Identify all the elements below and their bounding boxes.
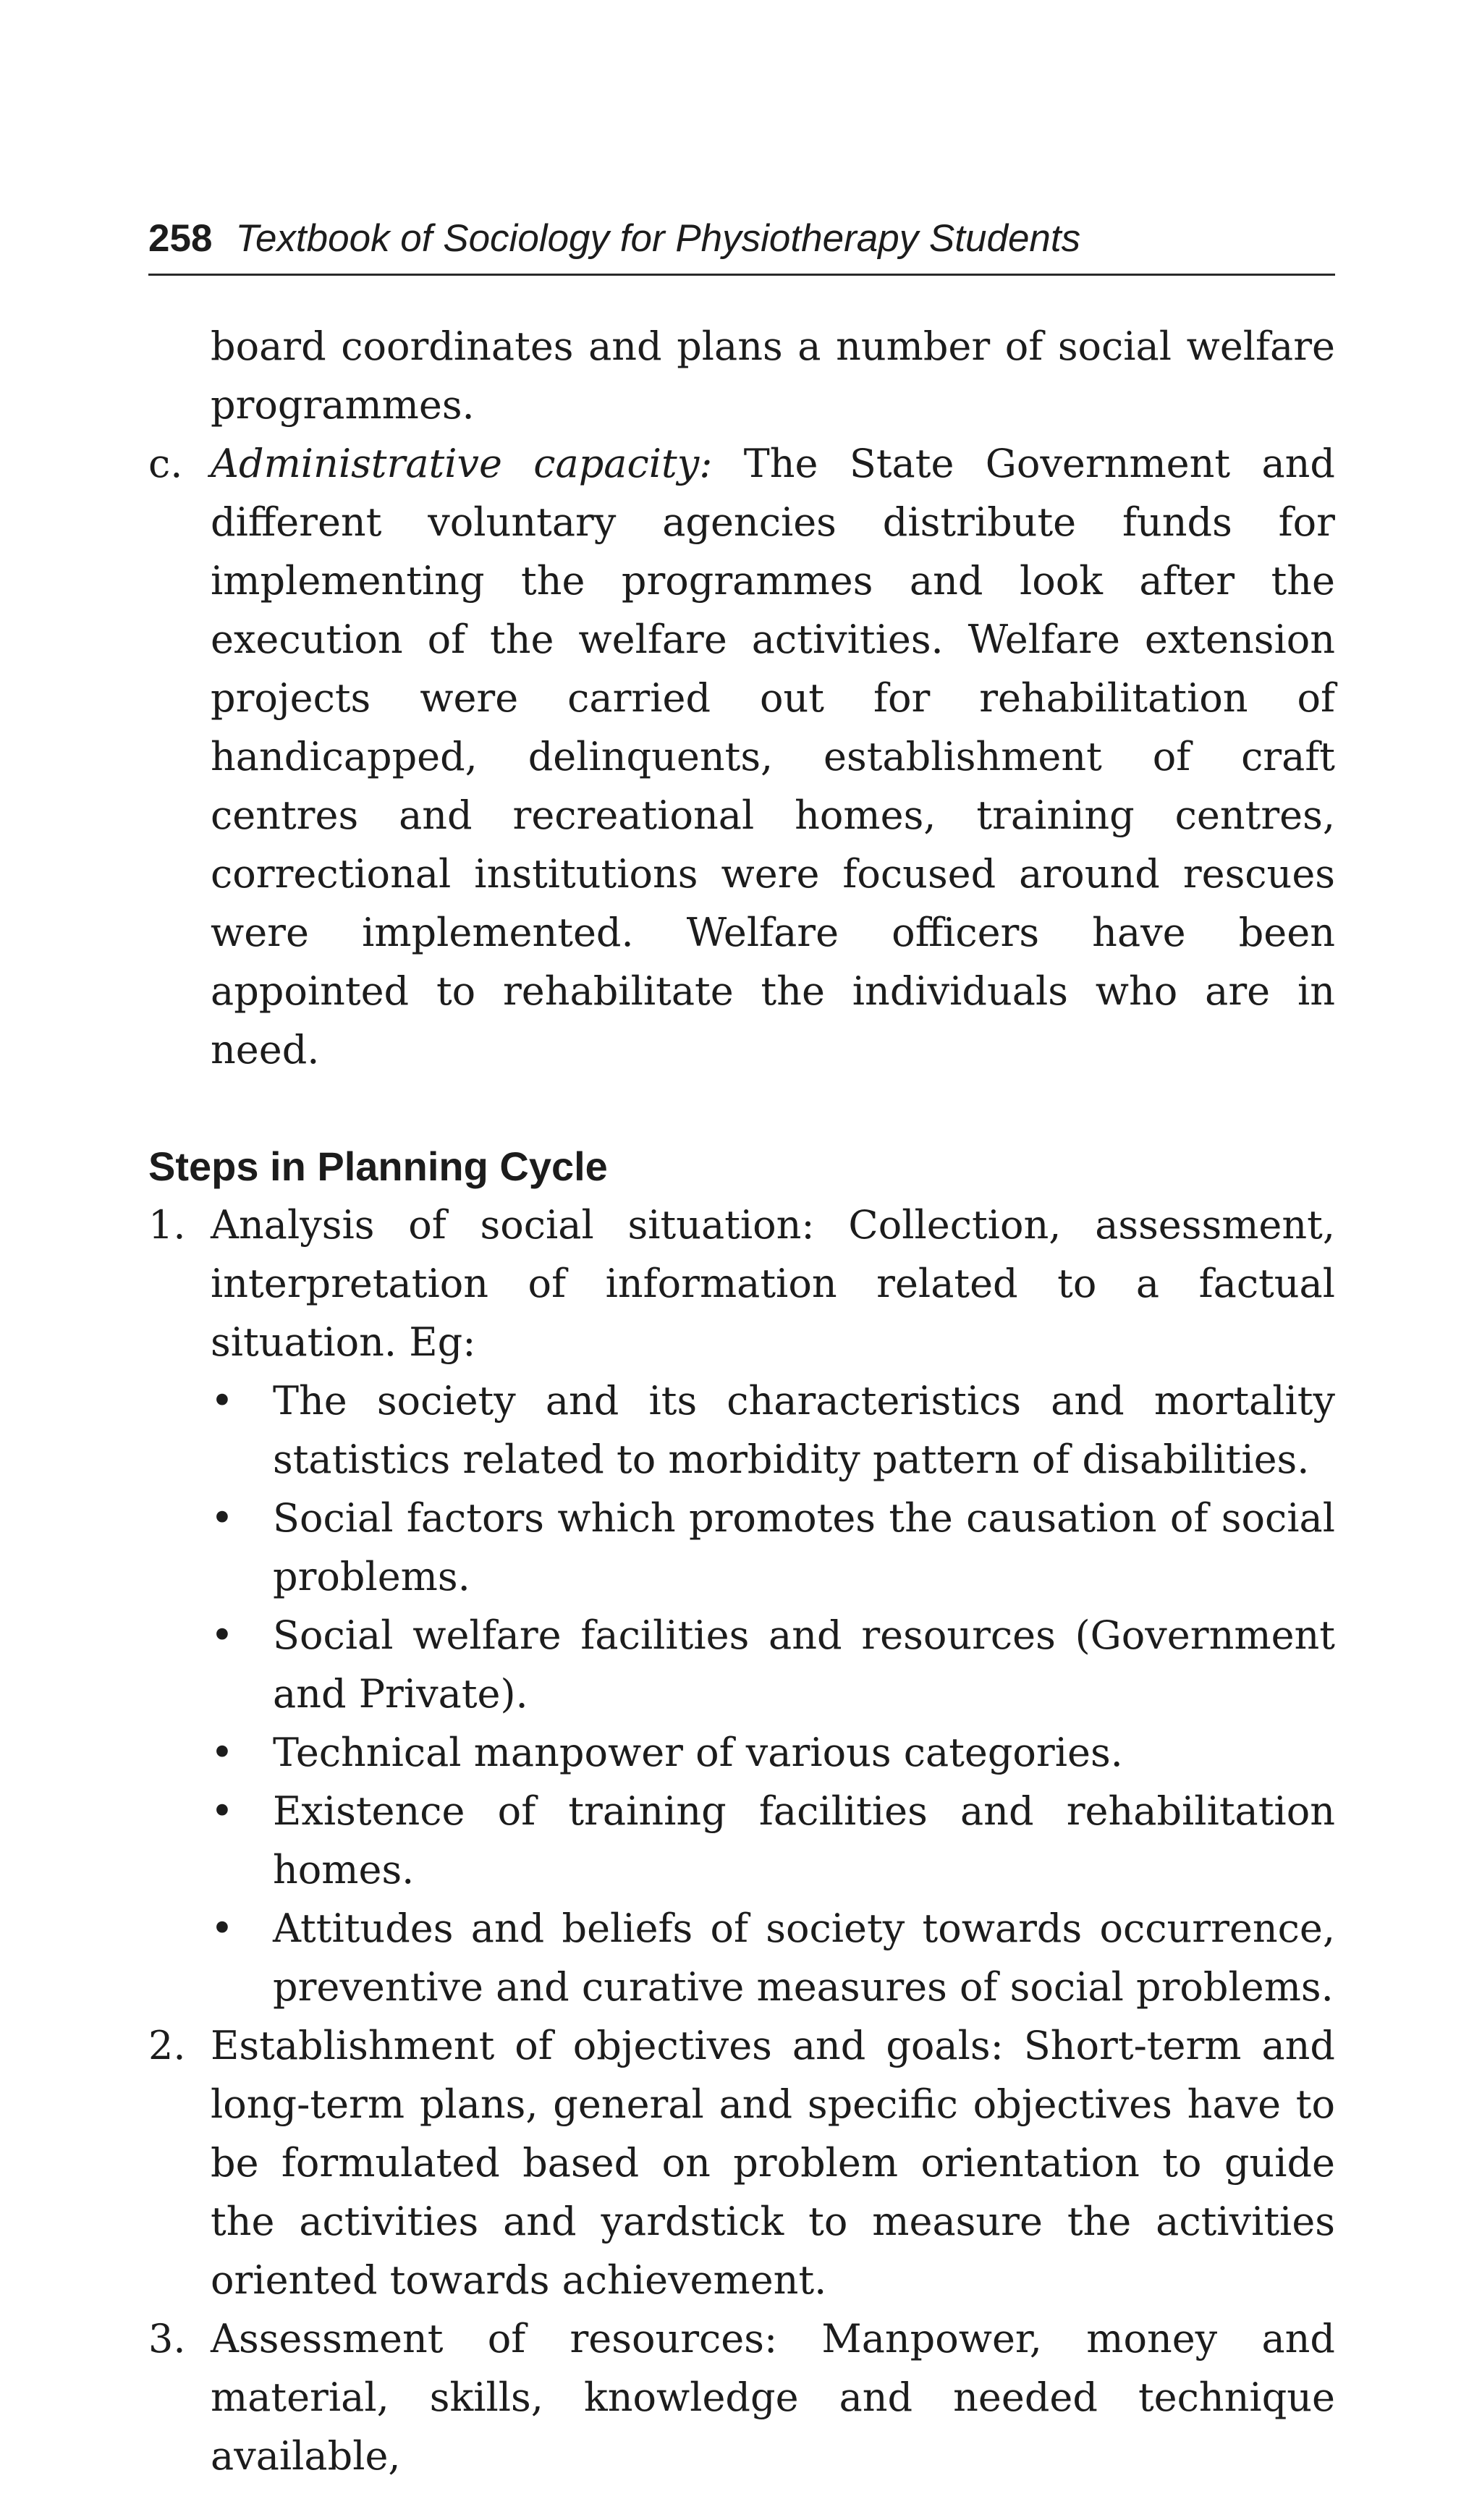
step-2 xyxy=(148,2016,1335,2309)
bullet-dot: • xyxy=(211,1730,234,1775)
page-number: 258 xyxy=(148,217,213,260)
bullet-item xyxy=(211,1723,1335,1782)
bullet-dot: • xyxy=(211,1788,234,1834)
item-text: Analysis of social situation: Collection, assessment, interpretation of information related to a factual situation. Eg: xyxy=(211,1202,1335,1365)
item-text: Establishment of objectives and goals: Short-term and long-term plans, general and specific objectives have to be formulated based on problem orientation to guide the activities and yardstick to measure the activities oriented towards achievement. xyxy=(211,2023,1335,2303)
bullet-item xyxy=(211,1899,1335,2016)
running-header xyxy=(148,217,1335,276)
list-item-c xyxy=(148,434,1335,1079)
list-marker: 3. xyxy=(148,2316,186,2362)
step-3 xyxy=(148,2309,1335,2485)
bullet-text: Social welfare facilities and resources (Government and Private). xyxy=(273,1612,1335,1717)
bullet-item xyxy=(211,1371,1335,1489)
list-marker: 1. xyxy=(148,1202,186,1248)
bullet-text: Social factors which promotes the causation of social problems. xyxy=(273,1495,1335,1599)
bullet-item xyxy=(211,1489,1335,1606)
list-marker: 2. xyxy=(148,2023,186,2068)
numbered-item xyxy=(148,1196,1335,1371)
item-label: Administrative capacity: xyxy=(211,441,713,486)
bullet-dot: • xyxy=(211,1378,234,1424)
page-body xyxy=(148,317,1335,2485)
bullet-text: Technical manpower of various categories. xyxy=(273,1730,1123,1775)
bullet-item xyxy=(211,1782,1335,1899)
bullet-dot: • xyxy=(211,1612,234,1658)
bullet-dot: • xyxy=(211,1906,234,1951)
continuation-paragraph: board coordinates and plans a number of social welfare programmes. xyxy=(211,324,1335,428)
bullet-text: The society and its characteristics and mortality statistics related to morbidity pattern of disabilities. xyxy=(273,1378,1335,1482)
bullet-list xyxy=(148,1371,1335,2016)
section-heading: Steps in Planning Cycle xyxy=(148,1143,608,1189)
item-text: The State Government and different voluntary agencies distribute funds for implementing the programmes and look after the execution of the welfare activities. Welfare extension projects were carried out for rehabilitation of handicapped, delinquents, establishment of craft centres and recreational homes, training centres, correctional institutions were focused around rescues were implemented. Welfare officers have been appointed to rehabilitate the individuals who are in need. xyxy=(211,441,1335,1073)
bullet-dot: • xyxy=(211,1495,234,1541)
bullet-text: Attitudes and beliefs of society towards occurrence, preventive and curative measures of social problems. xyxy=(273,1906,1335,2010)
bullet-text: Existence of training facilities and rehabilitation homes. xyxy=(273,1788,1335,1893)
list-marker: c. xyxy=(148,441,183,486)
book-title: Textbook of Sociology for Physiotherapy Students xyxy=(235,217,1081,260)
bullet-item xyxy=(211,1606,1335,1723)
item-text: Assessment of resources: Manpower, money and material, skills, knowledge and needed technique available, xyxy=(211,2316,1335,2479)
step-1 xyxy=(148,1196,1335,2016)
